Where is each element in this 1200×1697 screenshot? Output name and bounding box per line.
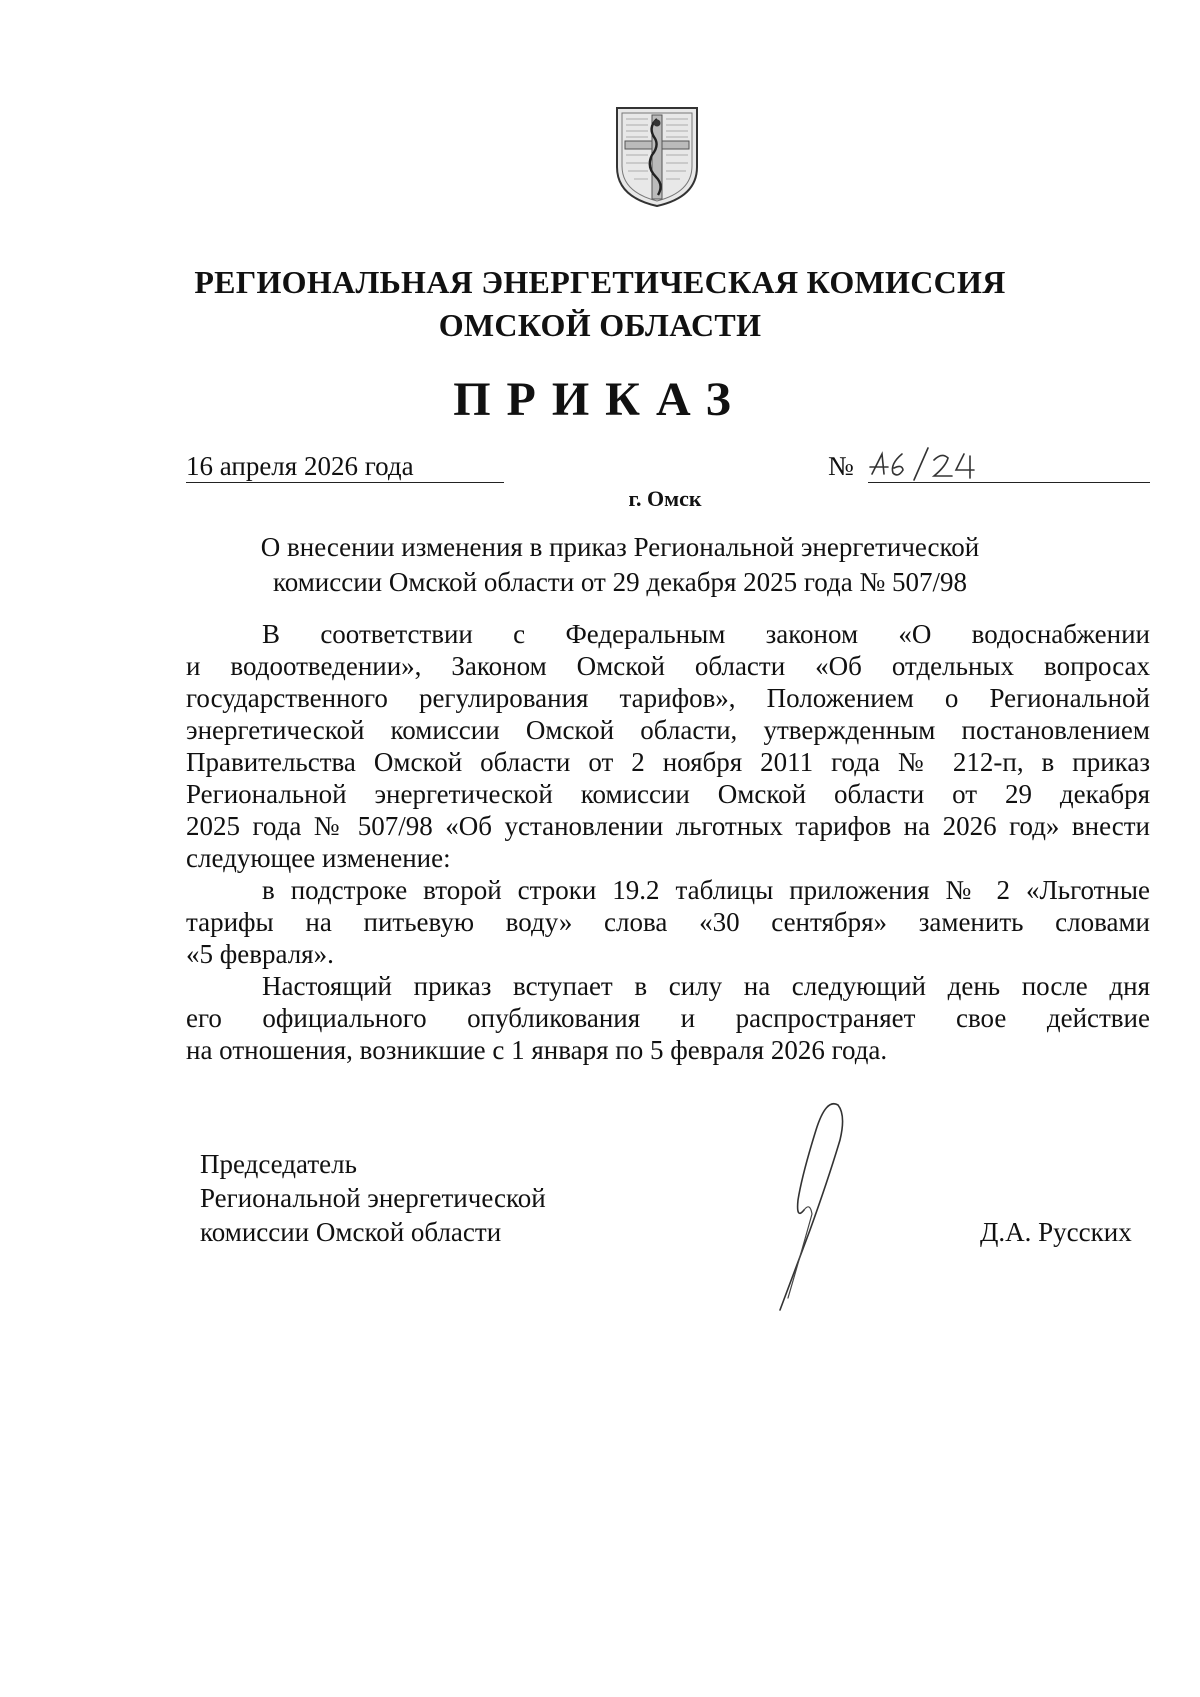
body-text-line: тарифы на питьевую воду» слова «30 сентября» заменить словами [186,907,1150,937]
body-text-line: Правительства Омской области от 2 ноября 2011 года № 212-п, в приказ [186,747,1150,777]
handwritten-signature [740,1080,880,1330]
signatory-title-line3: комиссии Омской области [200,1217,502,1247]
body-text-line: в подстроке второй строки 19.2 таблицы приложения № 2 «Льготные [262,875,1150,905]
handwritten-document-number [862,446,1002,486]
organization-title-line2: ОМСКОЙ ОБЛАСТИ [438,307,762,343]
document-date: 16 апреля 2026 года [186,450,504,483]
body-text-line: 2025 года № 507/98 «Об установлении льготных тарифов на 2026 год» внести [186,811,1150,841]
subject-line2: комиссии Омской области от 29 декабря 2025 года № 507/98 [272,567,968,597]
body-text-line: В соответствии с Федеральным законом «О водоснабжении [262,619,1150,649]
organization-title-line1: РЕГИОНАЛЬНАЯ ЭНЕРГЕТИЧЕСКАЯ КОМИССИЯ [194,264,1006,300]
body-text-line: энергетической комиссии Омской области, утвержденным постановлением [186,715,1150,745]
signatory-title-line2: Региональной энергетической [200,1183,546,1213]
body-text-line: его официального опубликования и распространяет свое действие [186,1003,1150,1033]
signatory-title-line1: Председатель [200,1149,357,1179]
signatory-name: Д.А. Русских [980,1217,1132,1247]
document-type-heading: ПРИКАЗ [453,373,747,426]
number-sign: № [828,451,854,481]
body-text-line: следующее изменение: [186,843,451,873]
body-text-line: государственного регулирования тарифов», Положением о Региональной [186,683,1150,713]
subject-line1: О внесении изменения в приказ Региональной энергетической [260,532,980,562]
city-label: г. Омск [628,486,702,511]
body-text-line: и водоотведении», Законом Омской области «Об отдельных вопросах [186,651,1150,681]
coat-of-arms-emblem [614,105,700,209]
body-text-line: Региональной энергетической комиссии Омской области от 29 декабря [186,779,1150,809]
body-text-line: Настоящий приказ вступает в силу на следующий день после дня [262,971,1150,1001]
body-text-line: «5 февраля». [186,939,334,969]
body-text-line: на отношения, возникшие с 1 января по 5 февраля 2026 года. [186,1035,888,1065]
